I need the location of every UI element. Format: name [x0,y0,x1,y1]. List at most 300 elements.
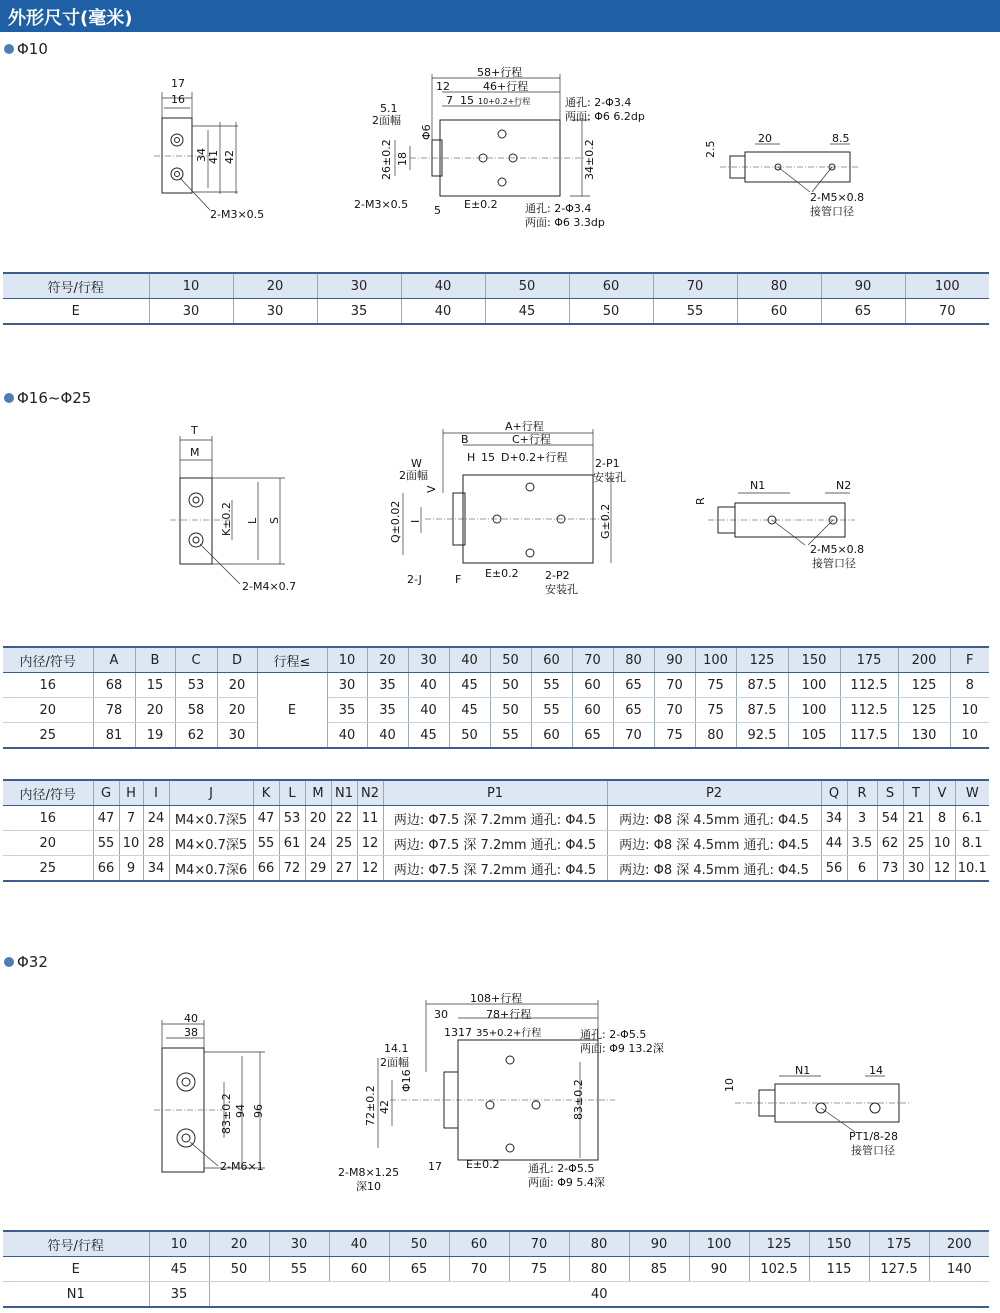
table-cell: 80 [569,1257,629,1282]
table-cell: 8 [950,673,989,698]
dim-label: 15 [460,94,474,107]
table-cell: 78 [93,698,135,723]
table-cell: 117.5 [840,723,898,749]
table-cell: 75 [654,723,695,749]
table-cell: 40 [327,723,367,749]
table-cell: 10 [929,831,955,856]
dim-label: 42 [223,150,236,164]
dim-label: 接管口径 [812,557,856,570]
table-cell: 53 [279,806,305,831]
table-header-cell: 50 [485,273,569,299]
table-cell: 55 [531,673,572,698]
table-cell: 6 [847,856,877,882]
table-header-cell: 80 [569,1231,629,1257]
table-cell: 10.1 [955,856,989,882]
dim-label: Φ6 [420,124,433,140]
dim-label: 两面: Φ9 5.4深 [528,1176,605,1189]
table-header-cell: 内径/符号 [3,780,93,806]
table-cell: 90 [689,1257,749,1282]
table-cell: 19 [135,723,175,749]
dim-label: 17 [171,77,185,90]
dim-label: 18 [396,152,409,166]
dim-label: 108+行程 [470,992,523,1005]
table-cell: M4×0.7深5 [169,831,253,856]
table-header-cell: M [305,780,331,806]
dim-label: 5 [434,204,441,217]
table-header-cell: 60 [449,1231,509,1257]
page-title: 外形尺寸(毫米) [8,8,133,29]
table-cell: 87.5 [736,698,788,723]
dim-label: 83±0.2 [572,1079,585,1120]
dim-label: 72±0.2 [364,1085,377,1126]
dim-label: V [425,485,438,493]
dim-label: 16 [171,93,185,106]
table-cell: 130 [898,723,950,749]
table-cell: 10 [119,831,143,856]
table-header-cell: 50 [490,647,531,673]
table-header-cell: 60 [531,647,572,673]
table-cell: 两边: Φ8 深 4.5mm 通孔: Φ4.5 [607,831,821,856]
table-cell: M4×0.7深5 [169,806,253,831]
table-cell: 20 [217,698,257,723]
table-cell: 20 [3,831,93,856]
table-cell: 75 [695,698,736,723]
dim-label: 42 [378,1100,391,1114]
dim-label: I [409,519,422,523]
table-cell: 112.5 [840,698,898,723]
dim-label: 2-M5×0.8 [810,191,865,204]
table-header-cell: N2 [357,780,383,806]
table-cell: 20 [135,698,175,723]
dim-label: 17 [458,1026,472,1039]
table-cell: M4×0.7深6 [169,856,253,882]
table-cell: 40 [401,299,485,325]
dim-label: 8.5 [832,132,850,145]
table-cell: 24 [305,831,331,856]
dim-label: 34±0.2 [583,139,596,180]
table-header-cell: P1 [383,780,607,806]
table-header-cell: 100 [905,273,989,299]
table-header-cell: 175 [840,647,898,673]
table-cell: 66 [253,856,279,882]
table-cell: 45 [485,299,569,325]
phi16-table-b [3,779,989,882]
dim-label: 2-M4×0.7 [242,580,297,593]
dim-label: R [694,497,707,505]
dim-label: N1 [750,479,766,492]
phi32-side-view [330,990,680,1195]
table-cell: 75 [509,1257,569,1282]
dim-label: 安装孔 [593,471,626,484]
table-cell: 61 [279,831,305,856]
table-cell: 85 [629,1257,689,1282]
table-cell: 29 [305,856,331,882]
table-cell: 30 [903,856,929,882]
table-cell: 62 [877,831,903,856]
dim-label: 2-M8×1.25 [338,1166,400,1179]
table-header-row [3,780,989,806]
table-cell: 55 [253,831,279,856]
header-bar [0,0,1000,32]
table-header-cell: 30 [408,647,449,673]
dim-label: 5.1 [380,102,398,115]
table-cell: 115 [809,1257,869,1282]
table-header-cell: R [847,780,877,806]
dim-label: B [461,433,469,446]
section-label: Φ32 [17,953,48,971]
dim-label: 94 [234,1104,247,1118]
table-cell: 45 [449,673,490,698]
dim-label: 15 [481,451,495,464]
table-cell: 25 [3,723,93,749]
table-header-cell: 10 [327,647,367,673]
table-cell: 100 [788,698,840,723]
table-cell: 16 [3,806,93,831]
table-header-cell: F [950,647,989,673]
table-cell: 30 [149,299,233,325]
table-header-cell: 70 [572,647,613,673]
dim-label: 38 [184,1026,198,1039]
table-header-cell: 行程≤ [257,647,327,673]
table-header-cell: S [877,780,903,806]
bullet-icon [4,393,14,403]
table-cell: 两边: Φ7.5 深 7.2mm 通孔: Φ4.5 [383,806,607,831]
phi10-end-view [700,130,880,225]
table-cell: 65 [389,1257,449,1282]
dim-label: C+行程 [512,433,551,446]
table-cell: 40 [367,723,408,749]
dim-label: 两面: Φ9 13.2深 [580,1042,664,1055]
dim-label: 14.1 [384,1042,409,1055]
table-cell: 80 [695,723,736,749]
table-cell: 35 [367,673,408,698]
dim-label: 96 [252,1104,265,1118]
dim-label: 2面幅 [380,1056,409,1069]
dim-label: 2-M5×0.8 [810,543,865,556]
table-cell: 102.5 [749,1257,809,1282]
dim-label: E±0.2 [485,567,519,580]
table-cell: 20 [305,806,331,831]
table-header-cell: 40 [449,647,490,673]
table-cell: 45 [149,1257,209,1282]
table-cell: 15 [135,673,175,698]
table-cell: 10 [950,698,989,723]
dim-label: 46+行程 [483,80,529,93]
dim-label: 30 [434,1008,448,1021]
dim-label: 17 [428,1160,442,1173]
table-header-cell: 175 [869,1231,929,1257]
table-cell: 70 [905,299,989,325]
dim-label: 20 [758,132,772,145]
table-header-cell: 60 [569,273,653,299]
table-cell: 12 [357,831,383,856]
table-cell: 60 [737,299,821,325]
table-cell: 62 [175,723,217,749]
table-header-cell: 70 [653,273,737,299]
dim-label: H [467,451,476,464]
table-cell: 53 [175,673,217,698]
table-cell: 127.5 [869,1257,929,1282]
table-cell: 105 [788,723,840,749]
section-phi16-25 [4,389,91,407]
table-cell: 125 [898,698,950,723]
section-label: Φ16~Φ25 [17,389,92,407]
dim-label: 两面: Φ6 3.3dp [525,216,605,229]
dim-label: 安装孔 [545,583,578,596]
table-cell: 3 [847,806,877,831]
dim-label: 10+0.2+行程 [478,97,531,106]
table-row [3,1282,989,1308]
table-header-cell: 80 [737,273,821,299]
dim-label: N1 [795,1064,811,1077]
table-cell: 12 [357,856,383,882]
table-cell: 65 [821,299,905,325]
table-cell: 112.5 [840,673,898,698]
table-cell: 65 [613,698,654,723]
table-cell: 56 [821,856,847,882]
dim-label: N2 [836,479,852,492]
table-cell: 40 [408,673,449,698]
dim-label: F [455,573,462,586]
table-cell: 11 [357,806,383,831]
table-row [3,299,989,325]
table-header-cell: I [143,780,169,806]
table-cell: 100 [788,673,840,698]
phi16-front-view [160,420,320,600]
dim-label: 接管口径 [810,205,854,218]
table-row [3,723,989,749]
table-header-cell: K [253,780,279,806]
table-cell: 65 [613,673,654,698]
section-phi32 [4,953,48,971]
dim-label: 通孔: 2-Φ5.5 [528,1162,595,1175]
table-cell: 50 [449,723,490,749]
table-cell: 3.5 [847,831,877,856]
table-cell: 55 [93,831,119,856]
dim-label: 通孔: 2-Φ5.5 [580,1028,647,1041]
table-cell: 16 [3,673,93,698]
table-cell: 58 [175,698,217,723]
table-cell: 两边: Φ8 深 4.5mm 通孔: Φ4.5 [607,806,821,831]
table-header-cell: Q [821,780,847,806]
table-cell: 68 [93,673,135,698]
table-header-cell: 125 [736,647,788,673]
table-cell: E [3,299,149,325]
dim-label: 7 [446,94,453,107]
table-header-cell: 符号/行程 [3,1231,149,1257]
dim-label: 2-M3×0.5 [210,208,265,221]
dim-label: T [191,424,198,437]
section-phi10 [4,40,48,58]
table-cell: 50 [569,299,653,325]
dim-label: W [411,457,422,470]
table-cell: 125 [898,673,950,698]
table-cell: E [257,673,327,749]
phi32-end-view [715,1060,915,1165]
phi32-table [3,1230,989,1308]
table-cell: 6.1 [955,806,989,831]
table-cell: 40 [209,1282,989,1308]
table-cell: 65 [572,723,613,749]
table-cell: 60 [531,723,572,749]
table-cell: 70 [613,723,654,749]
table-row [3,831,989,856]
table-cell: 8 [929,806,955,831]
table-header-cell: 80 [613,647,654,673]
table-header-cell: 20 [233,273,317,299]
table-cell: 20 [3,698,93,723]
table-header-cell: P2 [607,780,821,806]
phi16-end-view [690,475,880,575]
dim-label: 深10 [356,1180,381,1193]
dim-label: 2-M3×0.5 [354,198,409,211]
table-header-cell: 100 [695,647,736,673]
dim-label: S [268,517,281,524]
table-row [3,856,989,882]
table-cell: 72 [279,856,305,882]
table-cell: E [3,1257,149,1282]
dim-label: 2-J [407,573,422,586]
table-cell: 25 [3,856,93,882]
table-header-cell: B [135,647,175,673]
table-row [3,698,989,723]
table-row [3,1257,989,1282]
table-cell: 87.5 [736,673,788,698]
dim-label: 2-P1 [595,457,620,470]
table-cell: 50 [490,698,531,723]
dim-label: G±0.2 [599,503,612,539]
table-cell: 50 [209,1257,269,1282]
table-cell: 两边: Φ8 深 4.5mm 通孔: Φ4.5 [607,856,821,882]
table-cell: 24 [143,806,169,831]
table-cell: 44 [821,831,847,856]
table-cell: 55 [531,698,572,723]
dim-label: 14 [869,1064,883,1077]
table-header-cell: 10 [149,1231,209,1257]
dim-label: 2-P2 [545,569,570,582]
table-cell: 140 [929,1257,989,1282]
table-cell: 60 [572,673,613,698]
table-cell: 9 [119,856,143,882]
dim-label: K±0.2 [220,502,233,536]
table-header-cell: 125 [749,1231,809,1257]
table-row [3,806,989,831]
table-header-cell: 符号/行程 [3,273,149,299]
table-header-cell: 30 [269,1231,329,1257]
table-cell: 35 [149,1282,209,1308]
table-cell: 21 [903,806,929,831]
dim-label: A+行程 [505,420,544,433]
phi32-front-view [150,1010,290,1180]
table-header-cell: 100 [689,1231,749,1257]
table-cell: 66 [93,856,119,882]
phi10-side-view [350,62,670,232]
table-header-row [3,273,989,299]
table-cell: 35 [317,299,401,325]
table-cell: 两边: Φ7.5 深 7.2mm 通孔: Φ4.5 [383,856,607,882]
bullet-icon [4,44,14,54]
table-header-cell: C [175,647,217,673]
dim-label: 10 [723,1078,736,1092]
table-cell: 25 [903,831,929,856]
dim-label: D+0.2+行程 [501,451,568,464]
table-cell: 45 [449,698,490,723]
table-cell: 73 [877,856,903,882]
table-cell: 34 [821,806,847,831]
table-header-cell: G [93,780,119,806]
table-cell: 45 [408,723,449,749]
table-cell: N1 [3,1282,149,1308]
table-cell: 47 [253,806,279,831]
dim-label: 26±0.2 [380,139,393,180]
table-cell: 81 [93,723,135,749]
dim-label: PT1/8-28 [849,1130,899,1143]
table-header-cell: T [903,780,929,806]
dim-label: 12 [436,80,450,93]
dim-label: 接管口径 [851,1144,895,1157]
table-header-cell: 90 [629,1231,689,1257]
table-header-cell: 200 [898,647,950,673]
dim-label: 通孔: 2-Φ3.4 [565,96,632,109]
table-header-cell: J [169,780,253,806]
table-cell: 47 [93,806,119,831]
dim-label: 2.5 [704,140,717,158]
table-header-cell: A [93,647,135,673]
dim-label: L [246,517,259,524]
table-cell: 8.1 [955,831,989,856]
bullet-icon [4,957,14,967]
table-cell: 40 [408,698,449,723]
dim-label: M [190,446,200,459]
table-header-cell: 10 [149,273,233,299]
dim-label: 2-M6×1 [220,1160,264,1173]
table-cell: 10 [950,723,989,749]
table-cell: 55 [269,1257,329,1282]
table-cell: 28 [143,831,169,856]
phi10-front-view [150,70,280,230]
table-header-cell: V [929,780,955,806]
dim-label: E±0.2 [466,1158,500,1171]
table-cell: 60 [329,1257,389,1282]
section-label: Φ10 [17,40,48,58]
table-header-row [3,1231,989,1257]
table-cell: 34 [143,856,169,882]
table-header-cell: 20 [209,1231,269,1257]
table-header-cell: 150 [809,1231,869,1257]
dim-label: 两面: Φ6 6.2dp [565,110,645,123]
dim-label: 41 [207,150,220,164]
dim-label: E±0.2 [464,198,498,211]
table-header-cell: 90 [821,273,905,299]
table-header-cell: 40 [329,1231,389,1257]
table-cell: 27 [331,856,357,882]
table-cell: 60 [572,698,613,723]
table-cell: 30 [233,299,317,325]
table-header-cell: H [119,780,143,806]
phi16-table-a [3,646,989,749]
table-header-cell: 40 [401,273,485,299]
table-header-cell: 20 [367,647,408,673]
table-header-cell: 50 [389,1231,449,1257]
table-cell: 7 [119,806,143,831]
dim-label: 58+行程 [477,66,523,79]
phi16-side-view [385,415,645,600]
dim-label: 78+行程 [486,1008,532,1021]
table-cell: 25 [331,831,357,856]
table-header-cell: 70 [509,1231,569,1257]
dim-label: Q±0.02 [389,500,402,543]
table-cell: 54 [877,806,903,831]
